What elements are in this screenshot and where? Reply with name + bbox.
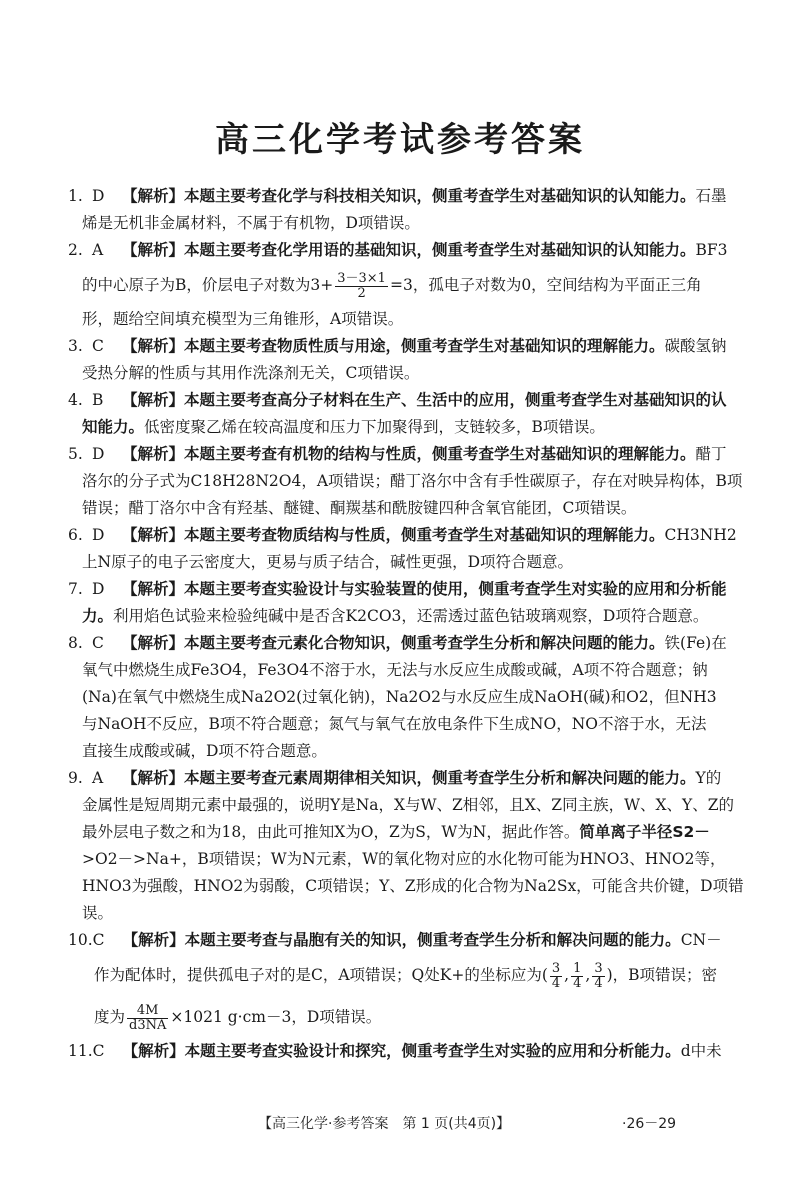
fraction-denominator: 4: [573, 975, 582, 991]
answer-item-5: [68, 441, 743, 522]
analysis-text: 作为配体时，提供孤电子对的是C，A项错误；Q处K+的坐标应为(: [94, 966, 548, 984]
fraction: [592, 962, 604, 991]
analysis-text: =3，孤电子对数为0，空间结构为平面正三角: [389, 276, 702, 294]
analysis-text: d中未: [680, 1042, 722, 1060]
analysis-text: 碳酸氢钠: [664, 337, 727, 355]
analysis-text: CN－: [680, 931, 722, 949]
analysis-text: 与NaOH不反应，B项不符合题意；氮气与氧气在放电条件下生成NO，NO不溶于水，无法: [82, 715, 707, 733]
page-footer: [0, 1113, 800, 1133]
fraction-numerator: 3: [594, 960, 603, 976]
item-number: 2.: [68, 241, 83, 259]
analysis-tag: 【解析】: [122, 1042, 185, 1060]
fraction: [335, 272, 388, 301]
analysis-lead: 本题主要考查元素化合物知识，侧重考查学生分析和解决问题的能力。: [184, 634, 665, 652]
item-number: 6.: [68, 526, 83, 544]
analysis-tag: 【解析】: [122, 391, 185, 409]
fraction-numerator: 3: [551, 960, 561, 976]
item-answer: B: [92, 391, 104, 409]
analysis-text: )，B项错误；密: [606, 966, 718, 984]
analysis-text: 最外层电子数之和为18，由此可推知X为O，Z为S，W为N，据此作答。: [82, 823, 580, 841]
fraction-denominator: 4: [594, 975, 603, 991]
answer-item-10: 10.C 【解析】本题主要考查与晶胞有关的知识，侧重考查学生分析和解决问题的能力。CN－ 作为配体时，提供孤电子对的是C，A项错误；Q处K+的坐标应为( $\frac{3}{4}$ , $\frac{1}{4}$ , $\frac{3}{4}$ )，B项错误；密 度为 $\frac{4M}{d3NA}$ ×1021 g·cm－3，D项错误。: [68, 927, 728, 1038]
fraction-denominator: 4: [551, 975, 561, 991]
analysis-text: 度为: [94, 1008, 126, 1026]
fraction: [571, 962, 583, 991]
item-number: 8.: [68, 634, 83, 652]
footer-page-info: 【高三化学·参考答案 第 1 页(共4页)】: [258, 1116, 511, 1132]
fraction-numerator: 3－3×1: [337, 270, 386, 286]
analysis-tag: 【解析】: [122, 931, 185, 949]
item-answer: A: [92, 769, 104, 787]
page-title: 高三化学考试参考答案: [215, 120, 585, 160]
analysis-text: 铁(Fe)在: [664, 634, 727, 652]
analysis-lead: 本题主要考查物质性质与用途，侧重考查学生对基础知识的理解能力。: [184, 337, 665, 355]
analysis-text: CH3NH2: [664, 526, 737, 544]
item-answer: D: [92, 187, 105, 205]
footer-code: ·26－29: [622, 1116, 677, 1132]
item-answer: D: [92, 526, 105, 544]
analysis-tag: 【解析】: [122, 337, 185, 355]
analysis-tag: 【解析】: [122, 445, 185, 463]
analysis-tag: 【解析】: [122, 634, 185, 652]
analysis-text: 直接生成酸或碱，D项不符合题意。: [82, 742, 327, 760]
fraction: [127, 1004, 168, 1033]
item-answer: C: [92, 1042, 105, 1060]
item-answer: C: [92, 634, 104, 652]
analysis-text: 错误；醋丁洛尔中含有羟基、醚键、酮羰基和酰胺键四种含氧官能团，C项错误。: [82, 499, 637, 517]
analysis-text: 石墨: [695, 187, 727, 205]
answer-item-4: [68, 387, 728, 441]
analysis-text: 烯是无机非金属材料，不属于有机物，D项错误。: [82, 214, 420, 232]
answer-item-8: [68, 630, 728, 765]
fraction-denominator: 2: [357, 285, 366, 301]
fraction-denominator: d3NA: [129, 1017, 167, 1033]
answer-item-1: [68, 183, 728, 237]
item-answer: D: [92, 445, 105, 463]
analysis-tag: 【解析】: [122, 241, 185, 259]
item-answer: C: [92, 337, 104, 355]
analysis-text: 醋丁: [695, 445, 727, 463]
analysis-text: 洛尔的分子式为C18H28N2O4，A项错误；醋丁洛尔中含有手性碳原子，存在对映异构体，B项: [82, 472, 743, 490]
item-number: 1.: [68, 187, 83, 205]
analysis-text: 受热分解的性质与其用作洗涤剂无关，C项错误。: [82, 364, 420, 382]
analysis-tag: 【解析】: [122, 187, 185, 205]
analysis-text: HNO3为强酸，HNO2为弱酸，C项错误；Y、Z形成的化合物为Na2Sx，可能含共价键，D项错: [82, 877, 744, 895]
item-number: 10.: [68, 931, 93, 949]
answer-list: [68, 183, 744, 1065]
answer-item-6: [68, 522, 737, 576]
analysis-tag: 【解析】: [122, 526, 185, 544]
analysis-lead: 本题主要考查物质结构与性质，侧重考查学生对基础知识的理解能力。: [184, 526, 665, 544]
fraction-numerator: 4M: [127, 1004, 168, 1019]
analysis-lead: 力。: [82, 607, 114, 625]
analysis-lead: 简单离子半径S2－: [579, 823, 710, 841]
analysis-text: (Na)在氧气中燃烧生成Na2O2(过氧化钠)，Na2O2与水反应生成NaOH(碱)和O2，但NH3: [82, 688, 717, 706]
analysis-text: 误。: [82, 904, 114, 922]
analysis-text: 的中心原子为B，价层电子对数为3+: [82, 276, 334, 294]
answer-item-2: [68, 237, 728, 333]
analysis-text: 形，题给空间填充模型为三角锥形，A项错误。: [82, 310, 404, 328]
analysis-lead: 本题主要考查与晶胞有关的知识，侧重考查学生分析和解决问题的能力。: [184, 931, 681, 949]
item-answer: D: [92, 580, 105, 598]
analysis-lead: 本题主要考查实验设计和探究，侧重考查学生对实验的应用和分析能力。: [184, 1042, 681, 1060]
answer-item-7: [68, 576, 728, 630]
analysis-text: Y的: [695, 769, 722, 787]
item-number: 3.: [68, 337, 83, 355]
analysis-tag: 【解析】: [122, 769, 185, 787]
item-answer: A: [92, 241, 104, 259]
analysis-lead: 本题主要考查实验设计与实验装置的使用，侧重考查学生对实验的应用和分析能: [184, 580, 727, 598]
analysis-lead: 本题主要考查元素周期律相关知识，侧重考查学生分析和解决问题的能力。: [184, 769, 696, 787]
analysis-text: 低密度聚乙烯在较高温度和压力下加聚得到，支链较多，B项错误。: [144, 418, 605, 436]
item-number: 7.: [68, 580, 83, 598]
analysis-text: BF3: [695, 241, 728, 259]
analysis-lead: 知能力。: [82, 418, 145, 436]
analysis-text: ×1021 g·cm－3，D项错误。: [170, 1008, 382, 1026]
analysis-text: >O2－>Na+，B项错误；W为N元素，W的氧化物对应的水化物可能为HNO3、HNO2等，: [82, 850, 726, 868]
answer-item-11: [68, 1038, 728, 1065]
analysis-text: 上N原子的电子云密度大，更易与质子结合，碱性更强，D项符合题意。: [82, 553, 573, 571]
item-number: 5.: [68, 445, 83, 463]
answer-item-9: [68, 765, 744, 927]
item-number: 9.: [68, 769, 83, 787]
fraction: [550, 962, 562, 991]
analysis-text: 金属性是短周期元素中最强的，说明Y是Na，X与W、Z相邻，且X、Z同主族，W、X、Y、Z的: [82, 796, 735, 814]
answer-item-3: [68, 333, 728, 387]
analysis-lead: 本题主要考查有机物的结构与性质，侧重考查学生对基础知识的理解能力。: [184, 445, 696, 463]
analysis-lead: 本题主要考查高分子材料在生产、生活中的应用，侧重考查学生对基础知识的认: [184, 391, 727, 409]
analysis-text: 氧气中燃烧生成Fe3O4，Fe3O4不溶于水，无法与水反应生成酸或碱，A项不符合题意；钠: [82, 661, 708, 679]
item-number: 4.: [68, 391, 83, 409]
analysis-lead: 本题主要考查化学与科技相关知识，侧重考查学生对基础知识的认知能力。: [184, 187, 696, 205]
item-number: 11.: [68, 1042, 93, 1060]
analysis-text: 利用焰色试验来检验纯碱中是否含K2CO3，还需透过蓝色钴玻璃观察，D项符合题意。: [113, 607, 709, 625]
item-answer: C: [92, 931, 105, 949]
analysis-tag: 【解析】: [122, 580, 185, 598]
fraction-numerator: 1: [573, 960, 582, 976]
analysis-lead: 本题主要考查化学用语的基础知识，侧重考查学生对基础知识的认知能力。: [184, 241, 696, 259]
